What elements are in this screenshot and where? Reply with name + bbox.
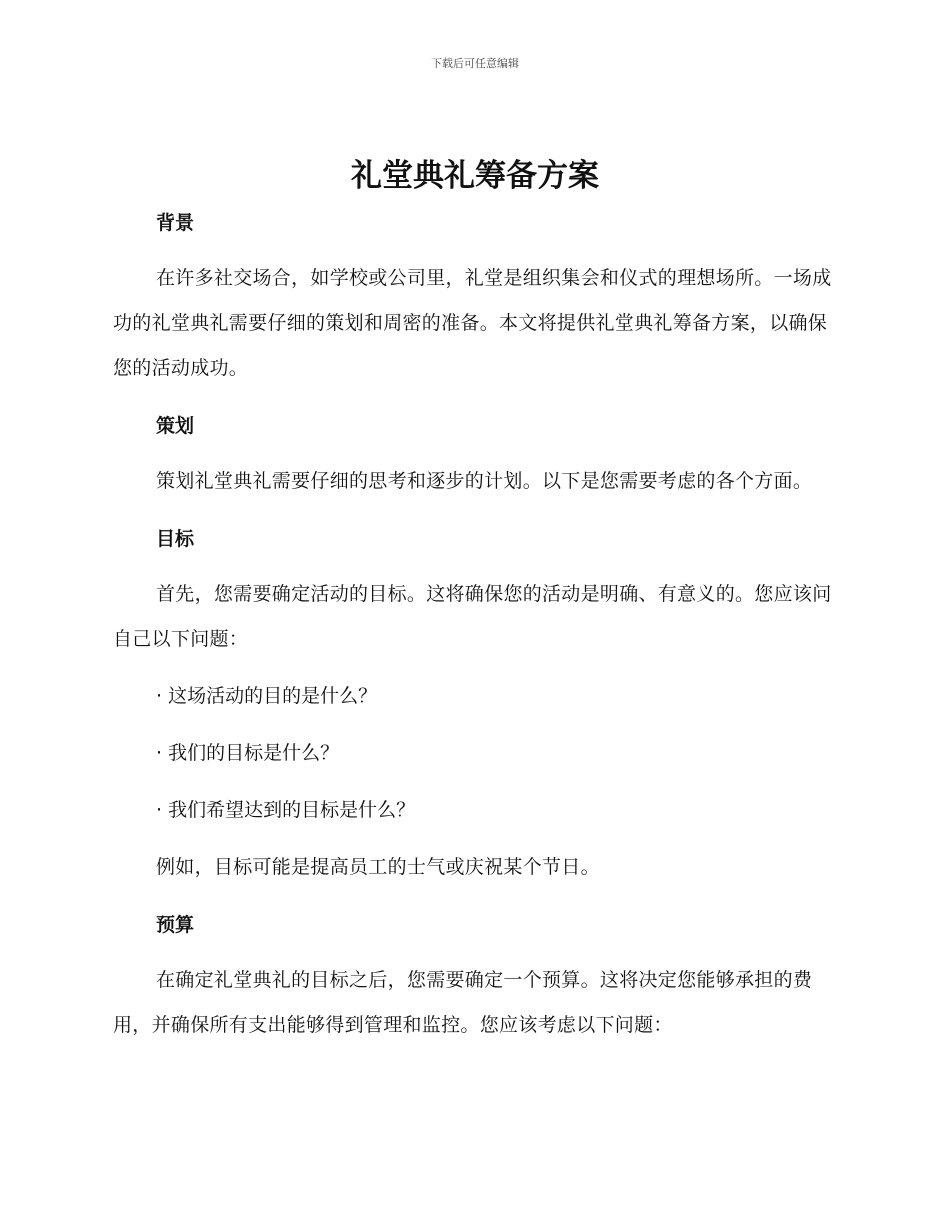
paragraph-planning: 策划礼堂典礼需要仔细的思考和逐步的计划。以下是您需要考虑的各个方面。 [156,470,813,492]
paragraph-goals: 首先，您需要确定活动的目标。这将确保您的活动是明确、有意义的。您应该问自己以下问题： [113,583,832,650]
paragraph-background: 在许多社交场合，如学校或公司里，礼堂是组织集会和仪式的理想场所。一场成功的礼堂典礼需要仔细的策划和周密的准备。本文将提供礼堂典礼筹备方案，以确保您的活动成功。 [113,267,832,379]
document-title: 礼堂典礼筹备方案 [351,158,599,194]
document-body [113,200,833,1048]
section-heading-goals: 目标 [156,528,195,550]
list-item: · 这场活动的目的是什么？ [156,685,378,707]
section-heading-budget: 预算 [156,914,195,936]
section-heading-background: 背景 [156,212,195,234]
list-item: · 我们希望达到的目标是什么？ [156,799,416,821]
paragraph-goals-example: 例如，目标可能是提高员工的士气或庆祝某个节日。 [156,856,600,878]
list-item: · 我们的目标是什么？ [156,742,340,764]
paragraph-budget: 在确定礼堂典礼的目标之后，您需要确定一个预算。这将决定您能够承担的费用，并确保所有支出能够得到管理和监控。您应该考虑以下问题： [113,969,813,1036]
section-heading-planning: 策划 [156,415,195,437]
page-header: 下载后可任意编辑 [431,57,519,70]
